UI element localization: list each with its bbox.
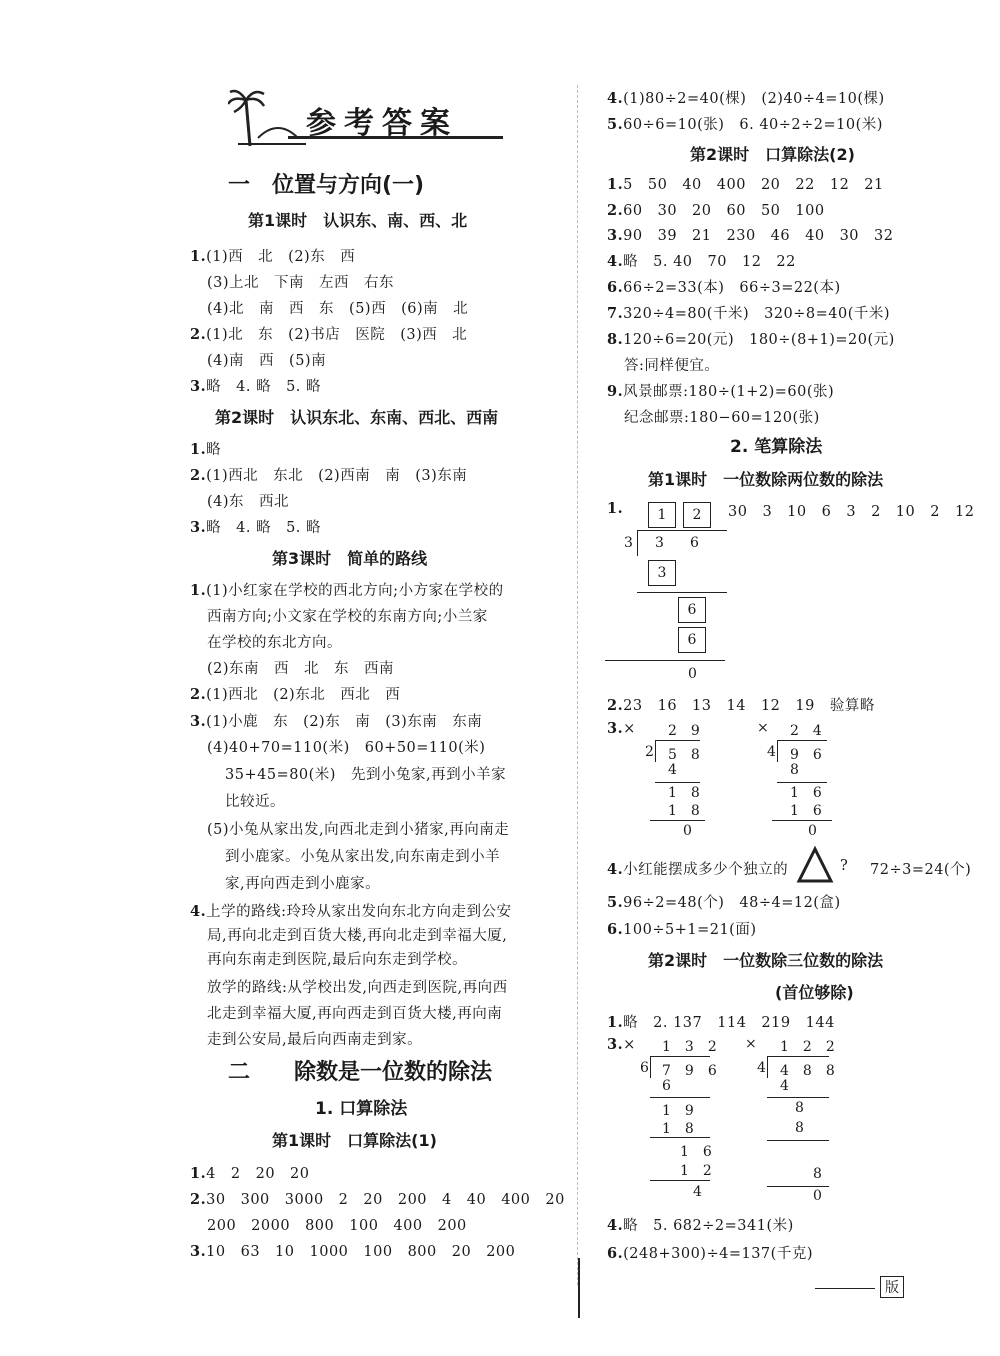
- answer-line: 局,再向北走到百货大楼,再向北走到幸福大厦,: [207, 928, 508, 944]
- answer-line: 4.小红能摆成多少个独立的: [607, 861, 789, 878]
- oral-lesson1-title: 第1课时 口算除法(1): [272, 1131, 437, 1150]
- answer-line: (5)小兔从家出发,向西北走到小猪家,再向南走: [207, 822, 510, 838]
- subtract-line: [650, 1137, 710, 1138]
- answer-line: 3.×: [607, 1036, 636, 1053]
- digit: ×: [745, 1036, 757, 1052]
- digit: 1 9: [662, 1103, 694, 1119]
- answer-line: 放学的路线:从学校出发,向西走到医院,再向西: [207, 980, 508, 996]
- answer-line: 2.23 16 13 14 12 19 验算略: [607, 697, 875, 714]
- digit: 4: [668, 762, 677, 778]
- digit: 8: [795, 1100, 804, 1116]
- division-bar: [637, 530, 727, 531]
- unit2-title: 二 除数是一位数的除法: [228, 1060, 493, 1085]
- lesson1-title: 第1课时 认识东、南、西、北: [248, 211, 468, 230]
- answer-line: 9.风景邮票:180÷(1+2)=60(张): [607, 383, 835, 400]
- answer-line: 答:同样便宜。: [624, 358, 720, 374]
- answer-line: 3.略 4. 略 5. 略: [190, 519, 322, 536]
- answer-line: 北走到幸福大厦,再向西走到百货大楼,再向南: [207, 1006, 503, 1022]
- digit: 1 3 2: [662, 1039, 717, 1055]
- answer-line: 1.4 2 20 20: [190, 1165, 310, 1182]
- answer-line: 6.66÷2=33(本) 66÷3=22(本): [607, 279, 841, 296]
- digit: 9 6: [790, 747, 822, 763]
- digit: 6: [690, 535, 699, 551]
- digit: 8: [795, 1120, 804, 1136]
- answer-line: 走到公安局,最后向西南走到家。: [207, 1032, 423, 1048]
- answer-line: (4)东 西北: [207, 494, 290, 510]
- answer-line: 2.30 300 3000 2 20 200 4 40 400 20: [190, 1191, 565, 1208]
- answer-line: 6.100÷5+1=21(面): [607, 921, 757, 938]
- division-bracket: [767, 1056, 768, 1078]
- digit: 4: [780, 1078, 789, 1094]
- footer-rule: [815, 1288, 875, 1289]
- subtract-line: [767, 1186, 829, 1187]
- answer-line: 纪念邮票:180−60=120(张): [624, 410, 820, 426]
- subtract-line: [767, 1140, 829, 1141]
- digit: 1 2: [680, 1163, 712, 1179]
- division-bar: [767, 1056, 829, 1057]
- answer-box: 6: [678, 627, 706, 653]
- edition-label: 版: [880, 1276, 904, 1298]
- digit: 4: [693, 1184, 702, 1200]
- binding-mark: [578, 1258, 580, 1318]
- digit: 1 6: [680, 1144, 712, 1160]
- lesson3-title: 第3课时 简单的路线: [272, 549, 428, 568]
- digit: ×: [757, 720, 769, 736]
- answer-line: 30 3 10 6 3 2 10 2 12: [728, 504, 975, 520]
- answer-line: 2.60 30 20 60 50 100: [607, 202, 825, 219]
- answer-line: 8.120÷6=20(元) 180÷(8+1)=20(元): [607, 331, 895, 348]
- oral-lesson2-title: 第2课时 口算除法(2): [690, 145, 855, 164]
- subtract-line: [650, 1097, 710, 1098]
- answer-line: 4.(1)80÷2=40(棵) (2)40÷4=10(棵): [607, 90, 885, 107]
- digit: 1 8: [662, 1121, 694, 1137]
- digit: 1 6: [790, 803, 822, 819]
- digit: 0: [688, 666, 697, 682]
- digit: 2: [645, 744, 654, 760]
- answer-box: 3: [648, 560, 676, 586]
- answer-line: 3.90 39 21 230 46 40 30 32: [607, 227, 894, 244]
- answer-line: 2.(1)北 东 (2)书店 医院 (3)西 北: [190, 326, 468, 343]
- digit: 1 6: [790, 785, 822, 801]
- answer-line: 2.(1)西北 东北 (2)西南 南 (3)东南: [190, 467, 468, 484]
- division-bracket: [655, 740, 656, 762]
- answer-line: (4)40+70=110(米) 60+50=110(米): [207, 740, 486, 756]
- banner-title: 参考答案: [306, 106, 458, 141]
- digit: 5 8: [668, 747, 700, 763]
- digit: 1 8: [668, 803, 700, 819]
- answer-line: 7.320÷4=80(千米) 320÷8=40(千米): [607, 305, 891, 322]
- answer-line: 1.(1)小红家在学校的西北方向;小方家在学校的: [190, 582, 504, 599]
- digit: 6: [640, 1060, 649, 1076]
- division-bracket: [650, 1056, 651, 1078]
- division-bracket: [637, 530, 638, 556]
- digit: 1 8: [668, 785, 700, 801]
- digit: 0: [683, 823, 692, 839]
- subtract-line: [772, 820, 832, 821]
- subtract-line: [637, 592, 727, 593]
- answer-line: 200 2000 800 100 400 200: [207, 1218, 467, 1234]
- subtract-line: [605, 660, 725, 661]
- answer-line: (4)南 西 (5)南: [207, 353, 327, 369]
- answer-line: 3.10 63 10 1000 100 800 20 200: [190, 1243, 516, 1260]
- written-lesson2-subtitle: (首位够除): [775, 983, 854, 1002]
- digit: 4 8 8: [780, 1063, 835, 1079]
- banner-underline: [288, 136, 503, 139]
- digit: 0: [808, 823, 817, 839]
- answer-line: 4.略 5. 40 70 12 22: [607, 253, 796, 270]
- digit: 1 2 2: [780, 1039, 835, 1055]
- answer-box: 6: [678, 597, 706, 623]
- digit: 0: [813, 1188, 822, 1204]
- division-bracket: [777, 740, 778, 762]
- answer-line: 1.5 50 40 400 20 22 12 21: [607, 176, 884, 193]
- subtract-line: [767, 1097, 829, 1098]
- written-lesson1-title: 第1课时 一位数除两位数的除法: [648, 470, 884, 489]
- section1-title: 1. 口算除法: [315, 1099, 408, 1119]
- answer-line: 3.×: [607, 720, 636, 737]
- answer-line: 1.略 2. 137 114 219 144: [607, 1014, 835, 1031]
- answer-line: 72÷3=24(个): [870, 862, 972, 878]
- answer-box: 1: [648, 502, 676, 528]
- answer-line: 35+45=80(米) 先到小兔家,再到小羊家: [225, 767, 507, 783]
- subtract-line: [650, 1180, 710, 1181]
- answer-line: 到小鹿家。小兔从家出发,向东南走到小羊: [225, 849, 501, 865]
- column-divider: [577, 85, 578, 1285]
- subtract-line: [650, 820, 705, 821]
- answer-banner: [228, 88, 508, 148]
- answer-line: 3.(1)小鹿 东 (2)东 南 (3)东南 东南: [190, 713, 483, 730]
- answer-line: 3.略 4. 略 5. 略: [190, 378, 322, 395]
- answer-line: 西南方向;小文家在学校的东南方向;小兰家: [207, 609, 488, 625]
- division-bar: [650, 1056, 710, 1057]
- answer-line: 6.(248+300)÷4=137(千克): [607, 1245, 813, 1262]
- answer-line: 2.(1)西北 (2)东北 西北 西: [190, 686, 401, 703]
- digit: 8: [813, 1166, 822, 1182]
- answer-line: 4.略 5. 682÷2=341(米): [607, 1217, 794, 1234]
- answer-line: 家,再向西走到小鹿家。: [225, 876, 381, 892]
- written-lesson2-title: 第2课时 一位数除三位数的除法: [648, 951, 884, 970]
- triangle-sticks-icon: [795, 845, 835, 885]
- digit: 3: [624, 535, 633, 551]
- answer-box: 2: [683, 502, 711, 528]
- answer-line: 1.略: [190, 441, 222, 458]
- division-bar: [655, 740, 700, 741]
- digit: 7 9 6: [662, 1063, 717, 1079]
- answer-line: (2)东南 西 北 东 西南: [207, 661, 395, 677]
- digit: 3: [655, 535, 664, 551]
- answer-line: ?: [840, 858, 849, 874]
- answer-line: 1.: [607, 500, 624, 517]
- lesson2-title: 第2课时 认识东北、东南、西北、西南: [215, 408, 499, 427]
- section2-title: 2. 笔算除法: [730, 437, 823, 457]
- answer-line: 1.(1)西 北 (2)东 西: [190, 248, 356, 265]
- digit: 2 9: [668, 723, 700, 739]
- palm-tree-icon: [228, 88, 308, 148]
- answer-line: 再向东南走到医院,最后向东走到学校。: [207, 952, 468, 968]
- answer-line: 在学校的东北方向。: [207, 635, 342, 651]
- unit1-title: 一 位置与方向(一): [228, 173, 425, 198]
- digit: 4: [757, 1060, 766, 1076]
- answer-line: 5.60÷6=10(张) 6. 40÷2÷2=10(米): [607, 116, 883, 133]
- answer-line: 比较近。: [225, 794, 285, 810]
- answer-line: (3)上北 下南 左西 右东: [207, 275, 395, 291]
- digit: 8: [790, 762, 799, 778]
- division-bar: [777, 740, 827, 741]
- digit: 4: [767, 744, 776, 760]
- answer-line: 4.上学的路线:玲玲从家出发向东北方向走到公安: [190, 903, 512, 920]
- digit: 6: [662, 1078, 671, 1094]
- answer-line: (4)北 南 西 东 (5)西 (6)南 北: [207, 301, 469, 317]
- digit: 2 4: [790, 723, 822, 739]
- answer-line: 5.96÷2=48(个) 48÷4=12(盒): [607, 894, 841, 911]
